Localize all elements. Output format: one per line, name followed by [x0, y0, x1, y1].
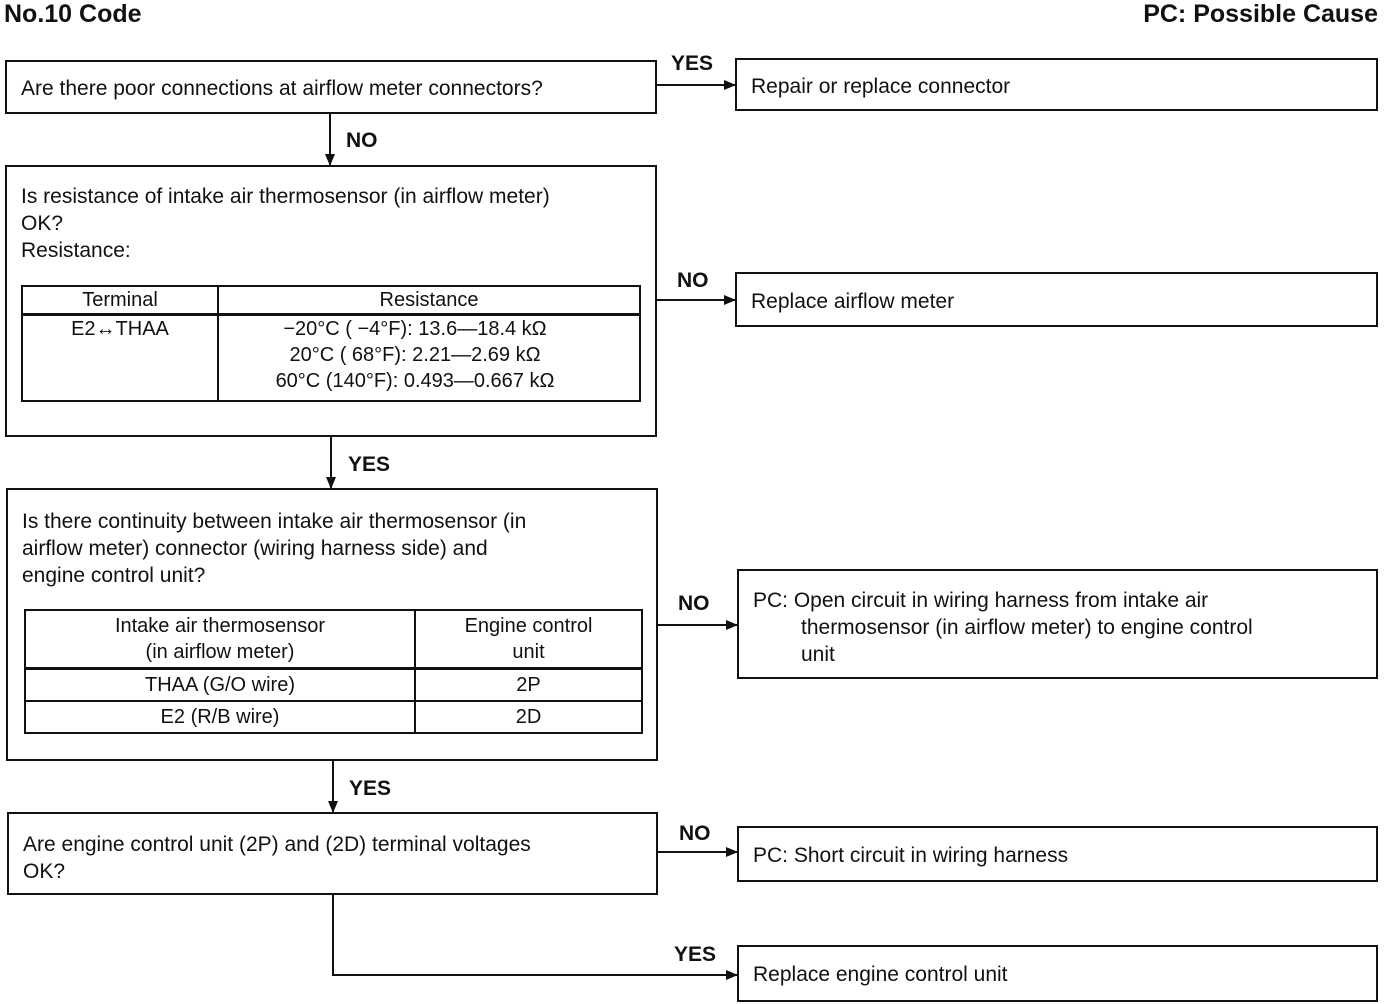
- continuity-header-sensor-line2: (in airflow meter): [145, 641, 295, 663]
- step1-yes-result: Repair or replace connector: [751, 75, 1011, 98]
- resistance-table: [21, 285, 641, 402]
- step1-yes-label: YES: [671, 52, 714, 75]
- step3-no-box: [737, 569, 1378, 679]
- step1-no-label: NO: [346, 129, 378, 152]
- step3-no-result-line2: thermosensor (in airflow meter) to engine control: [801, 616, 1253, 639]
- step4-question-line2: OK?: [23, 860, 66, 883]
- step3-question-line3: engine control unit?: [22, 564, 206, 587]
- continuity-table-header-ecu: [415, 610, 642, 669]
- continuity-row-ecu: 2D: [415, 701, 642, 733]
- continuity-table-header-sensor: [25, 610, 415, 669]
- resistance-value: −20°C ( −4°F): 13.6—18.4 kΩ: [283, 318, 547, 340]
- resistance-table-header-resistance: Resistance: [218, 286, 640, 315]
- continuity-row-ecu: 2P: [415, 669, 642, 702]
- step4-question-line1: Are engine control unit (2P) and (2D) terminal voltages: [23, 833, 531, 856]
- step4-no-label: NO: [679, 822, 711, 845]
- step4-no-box: [737, 826, 1378, 882]
- continuity-header-sensor-line1: Intake air thermosensor: [114, 615, 326, 637]
- step3-question-line2: airflow meter) connector (wiring harness side) and: [22, 537, 488, 560]
- step4-no-result: PC: Short circuit in wiring harness: [753, 844, 1069, 867]
- step2-question-line3: Resistance:: [21, 239, 131, 262]
- continuity-row-sensor: THAA (G/O wire): [25, 669, 415, 702]
- step1-question-box: [5, 60, 657, 114]
- resistance-value: 60°C (140°F): 0.493—0.667 kΩ: [275, 370, 555, 392]
- step4-question-box: [7, 812, 658, 895]
- continuity-table: [24, 609, 643, 734]
- continuity-header-ecu-line1: Engine control: [464, 615, 593, 637]
- step3-no-label: NO: [678, 592, 710, 615]
- continuity-row-sensor: E2 (R/B wire): [25, 701, 415, 733]
- step4-yes-result: Replace engine control unit: [753, 963, 1008, 986]
- step2-question-line1: Is resistance of intake air thermosensor (in airflow meter): [21, 185, 550, 208]
- step2-no-box: [735, 272, 1378, 327]
- legend-title: PC: Possible Cause: [1143, 0, 1378, 28]
- step1-question: Are there poor connections at airflow meter connectors?: [21, 77, 543, 100]
- resistance-value: 20°C ( 68°F): 2.21—2.69 kΩ: [289, 344, 541, 366]
- continuity-header-ecu-line2: unit: [512, 641, 545, 663]
- step2-question-box: [5, 165, 657, 437]
- step4-yes-label: YES: [674, 943, 717, 966]
- step2-yes-label: YES: [348, 453, 391, 476]
- step3-question-box: [6, 488, 658, 761]
- step3-no-result-line3: unit: [801, 643, 835, 666]
- resistance-table-header-terminal: Terminal: [22, 286, 218, 315]
- step2-question-line2: OK?: [21, 212, 64, 235]
- step4-yes-box: [737, 945, 1378, 1002]
- step1-yes-box: [735, 58, 1378, 111]
- resistance-table-terminal: E2↔THAA: [22, 315, 218, 402]
- page-title: No.10 Code: [4, 0, 142, 28]
- resistance-table-values: [218, 315, 640, 402]
- step3-yes-label: YES: [349, 777, 392, 800]
- step3-no-result-line1: PC: Open circuit in wiring harness from intake air: [753, 589, 1209, 612]
- step2-no-label: NO: [677, 269, 709, 292]
- step3-question-line1: Is there continuity between intake air thermosensor (in: [22, 510, 527, 533]
- step2-no-result: Replace airflow meter: [751, 290, 955, 313]
